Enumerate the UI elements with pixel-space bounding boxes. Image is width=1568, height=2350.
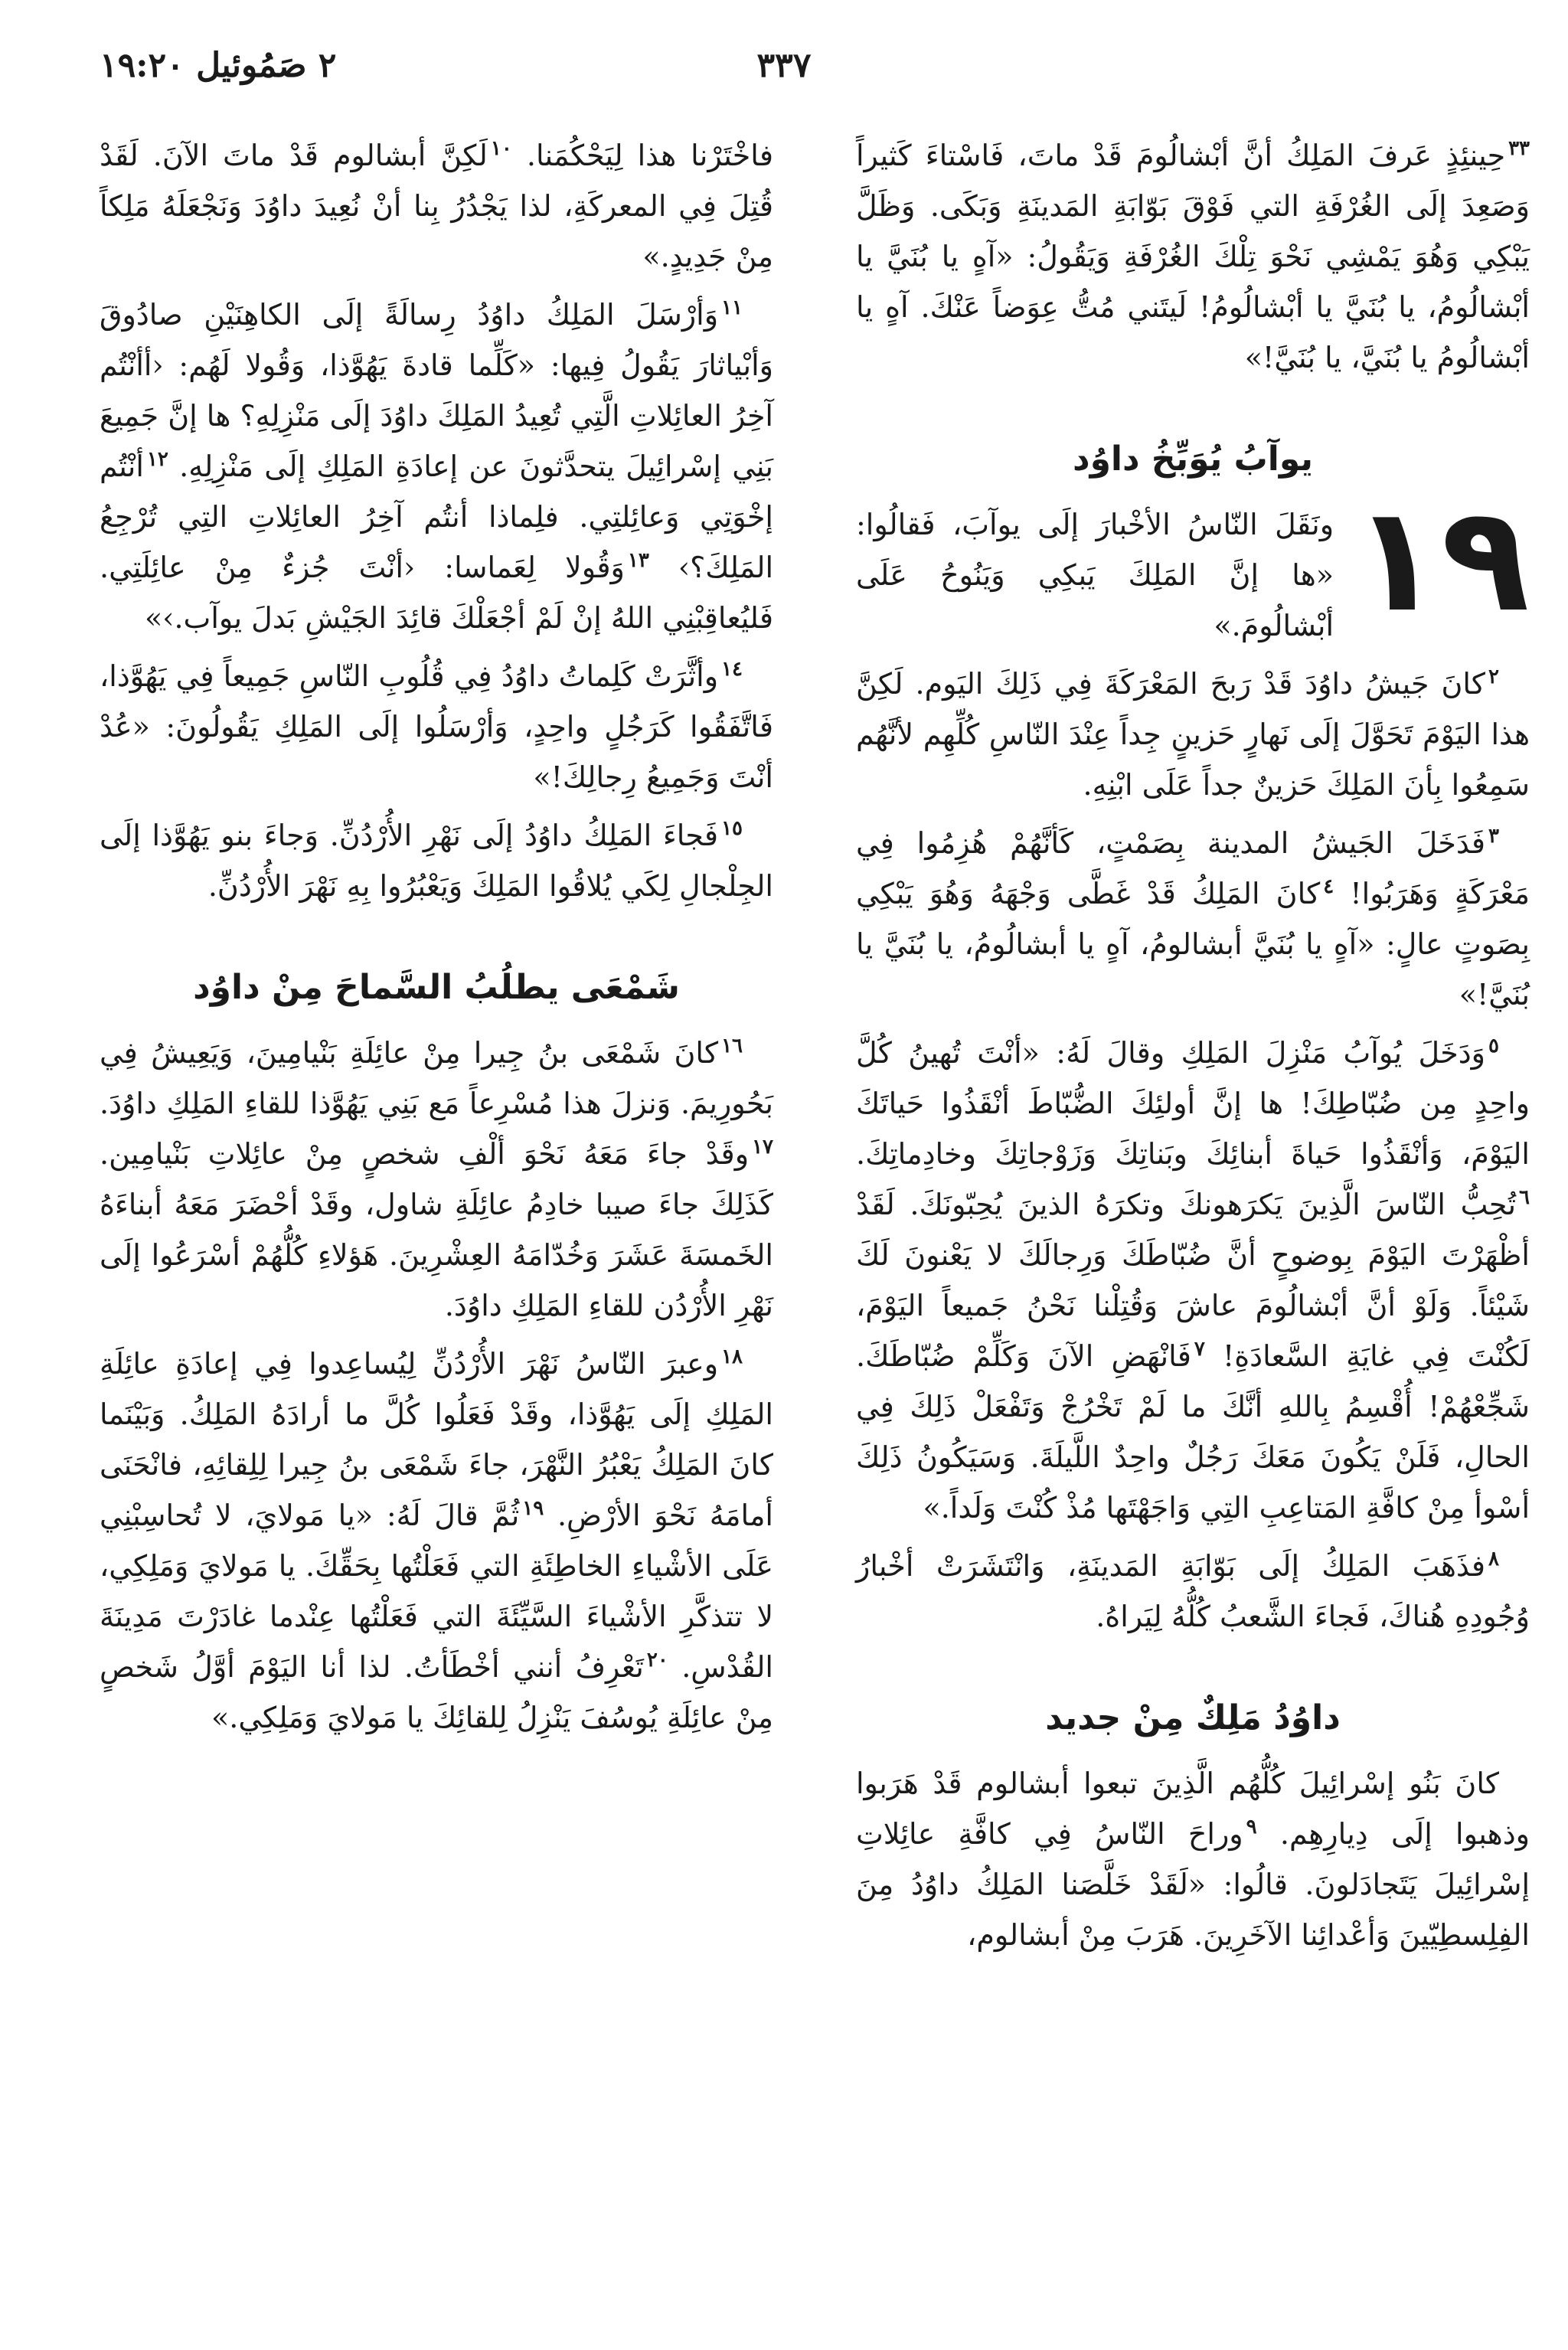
verse-text: فاخْتَرْنا هذا لِيَحْكُمَنا. <box>526 139 773 172</box>
verse-number: ١٩ <box>522 1497 544 1521</box>
verse-text: فذَهَبَ المَلِكُ إلَى بَوّابَةِ المَدينَةِ، وَانْتَشَرَتْ أخْبارُ وُجُودِهِ هُناكَ، فَجاءَ الشَّعبُ كُلُّهُ لِيَراهُ. <box>856 1549 1530 1633</box>
verse-text: حِينئِذٍ عَرفَ المَلِكُ أنَّ أبْشالُومَ قَدْ ماتَ، فَاسْتاءَ كَثيراً وَصَعِدَ إلَى الغُرْفَةِ التي فَوْقَ بَوّابَةِ المَدينَةِ وَبَكَى. وَظَلَّ يَبْكِي وَهُوَ يَمْشِي نَحْوَ تِلْكَ الغُرْفَةِ وَيَقُولُ: «آهٍ يا بُنَيَّ يا أبْشالُومُ، يا بُنَيَّ يا أبْشالُومُ! لَيتَني مُتُّ عِوَضاً عَنْكَ. آهٍ يا أبْشالُومُ يا بُنَيَّ، يا بُنَيَّ!» <box>856 139 1530 374</box>
paragraph <box>856 1541 1530 1642</box>
paragraph <box>100 289 773 643</box>
verse-number: ٣ <box>1488 825 1499 848</box>
verse-number: ١٥ <box>721 817 743 841</box>
verse-number: ١٧ <box>752 1136 773 1159</box>
verse-number: ٥ <box>1488 1034 1499 1058</box>
verse-text: فَانْهَضِ الآنَ وَكَلِّمْ ضُبّاطَكَ. شَجِّعْهُمْ! أُقْسِمُ بِاللهِ أنَّكَ ما لَمْ تَخْرُجْ وَتَفْعَلْ ذَلِكَ فِي الحالِ، فَلَنْ يَكُونَ مَعَكَ رَجُلٌ واحِدٌ اللَّيلَةَ. وَسَيَكُونُ ذَلِكَ أسْوأ مِنْ كافَّةِ المَتاعِبِ التِي وَاجَهْتَها مُذْ كُنْتَ وَلَداً.» <box>856 1339 1530 1525</box>
verse-number: ١٨ <box>721 1345 743 1369</box>
verse-text: أنْتُم إخْوَتِي وَعائِلتِي. فلِماذا أنتُم آخِرُ العائِلاتِ التِي تُرْجِعُ المَلِكَ؟› <box>100 449 773 584</box>
section-heading: شَمْعَى يطلُبُ السَّماحَ مِنْ داوُد <box>193 968 680 1007</box>
verse-text: لَكِنَّ أبشالوم قَدْ ماتَ الآنَ. لَقَدْ قُتِلَ فِي المعركَةِ، لذا يَجْدُرُ بِنا أنْ نُعِيدَ داوُدَ وَنَجْعَلَهُ مَلِكاً مِنْ جَدِيدٍ.» <box>100 139 773 273</box>
paragraph <box>856 1028 1530 1533</box>
verse-text: وَأرْسَلَ المَلِكُ داوُدُ رِسالَةً إلَى الكاهِنَيْنِ صادُوقَ وَأبْياثارَ يَقُولُ فِيها: «كَلِّما قادةَ يَهُوَّذا، وَقُولا لَهُم: ‹أأنْتُم آخِرُ العائِلاتِ الَّتِي تُعِيدُ المَلِكَ داوُدَ إلَى مَنْزِلِهِ؟ ها إنَّ جَمِيعَ بَنِي إسْرائِيلَ يتحدَّثونَ عن إعادَةِ المَلِكِ إلَى مَنْزِلِهِ. <box>100 298 773 483</box>
verse-text: تُحِبُّ النّاسَ الَّذِينَ يَكرَهونكَ وتكرَهُ الذينَ يُحِبّونَكَ. لَقَدْ أظْهَرْتَ اليَوْمَ بِوضوحٍ أنَّ ضُبّاطَكَ وَرِجالَكَ لا يَعْنونَ لَكَ شَيْئاً. وَلَوْ أنَّ أبْشالُومَ عاشَ وَقُتِلْنا نَحْنُ جَميعاً اليَوْمَ، لَكُنْتَ فِي غايَةِ السَّعادَةِ! <box>856 1188 1530 1373</box>
verse-number: ٩ <box>1246 1816 1257 1839</box>
verse-number: ٢٠ <box>646 1649 668 1672</box>
verse-text: ونَقَلَ النّاسُ الأخْبارَ إلَى يوآبَ، فَقالُوا: «ها إنَّ المَلِكَ يَبكِي وَيَنُوحُ عَلَى أبْشالُومَ.» <box>856 508 1334 642</box>
paragraph <box>100 810 773 911</box>
verse-text: وَدَخَلَ يُوآبُ مَنْزِلَ المَلِكِ وقالَ لَهُ: «أنْتَ تُهينُ كُلَّ واحِدٍ مِن ضُبّاطِكَ! ها إنَّ أولئِكَ الضُّبّاطَ أنْقَذُوا حَياتَكَ اليَوْمَ، وَأنْقَذُوا حَياةَ أبنائِكَ وبَناتِكَ وَزَوْجاتِكَ وخادِماتِكَ. <box>856 1036 1530 1171</box>
verse-text: وعبرَ النّاسُ نَهْرَ الأُرْدُنِّ لِيُساعِدوا فِي إعادَةِ عائِلَةِ المَلِكِ إلَى يَهُوَّذا، وقَدْ فَعَلُوا كُلَّ ما أرادَهُ المَلِكُ. وَبَيْنَما كانَ المَلِكُ يَعْبُرُ النَّهْرَ، جاءَ شَمْعَى بنُ جِيرا لِلِقائِهِ، فانْحَنَى أمامَهُ نَحْوَ الأرْضِ. <box>100 1347 773 1532</box>
verse-number: ١٠ <box>490 137 512 161</box>
chapter-start <box>856 475 1530 651</box>
verse-number: ٨ <box>1488 1548 1499 1571</box>
left-column <box>100 130 773 1750</box>
paragraph <box>100 1028 773 1331</box>
section-heading: يوآبُ يُوَبِّخُ داوُد <box>1073 440 1313 479</box>
paragraph <box>856 130 1530 383</box>
paragraph <box>856 818 1530 1020</box>
running-title: ٢ صَمُوئيل ١٩:٢٠ <box>100 46 337 85</box>
verse-number: ٦ <box>1519 1186 1530 1210</box>
verse-text: وأثَّرَتْ كَلِماتُ داوُدُ فِي قُلُوبِ النّاسِ جَمِيعاً فِي يَهُوَّذا، فَاتَّفَقُوا كَرَجُلٍ واحِدٍ، وَأرْسَلُوا إلَى المَلِكِ يَقُولُونَ: «عُدْ أنْتَ وَجَمِيعُ رِجالِكَ!» <box>100 659 773 794</box>
section-heading: داوُدُ مَلِكٌ مِنْ جديد <box>1045 1698 1341 1737</box>
verse-text: تَعْرِفُ أنني أخْطَأتُ. لذا أنا اليَوْمَ أوَّلُ شَخصٍ مِنْ عائِلَةِ يُوسُفَ يَنْزِلُ لِلقائِكَ يا مَولايَ وَمَلِكِي.» <box>100 1650 773 1734</box>
verse-text: وَقُولا لِعَماسا: ‹أنْتَ جُزءٌ مِنْ عائِلَتِي. فَليُعاقِبْنِي اللهُ إنْ لَمْ أجْعَلْكَ قائِدَ الجَيْشِ بَدلَ يوآب.›» <box>100 551 773 635</box>
verse-text: فَدَخَلَ الجَيشُ المدينة بِصَمْتٍ، كَأنَّهُمْ هُزِمُوا فِي مَعْرَكَةٍ وَهَرَبُوا! <box>856 826 1530 910</box>
verse-text: كانَ المَلِكُ قَدْ غَطَّى وَجْهَهُ وَهُوَ يَبْكِي بِصَوتٍ عالٍ: «آهٍ يا بُنَيَّ أبشالومُ، آهٍ يا أبشالُومُ، يا بُنَيَّ يا بُنَيَّ!» <box>856 877 1530 1012</box>
paragraph <box>856 659 1530 810</box>
verse-text: وراحَ النّاسُ فِي كافَّةِ عائِلاتِ إسْرائِيلَ يَتَجادَلونَ. قالُوا: «لَقَدْ خَلَّصَنا المَلِكُ داوُدُ مِنَ الفِلِسطِيّينَ وَأعْدائِنا الآخَرِينَ. هَرَبَ مِنْ أبشالوم، <box>856 1817 1530 1952</box>
verse-number: ٤ <box>1323 875 1334 899</box>
paragraph <box>100 130 773 282</box>
verse-number: ١٤ <box>721 658 743 681</box>
chapter-number: ١٩ <box>1352 475 1530 644</box>
verse-text: كانَ جَيشُ داوُدَ قَدْ رَبحَ المَعْرَكَةَ فِي ذَلِكَ اليَوم. لَكِنَّ هذا اليَوْمَ تَحَوَّلَ إلَى نَهارٍ حَزينٍ جِداً عِنْدَ النّاسِ كُلِّهِم لأنَّهُم سَمِعُوا بِأنَ المَلِكَ حَزينٌ جداً عَلَى ابْنِهِ. <box>856 667 1530 802</box>
page-header <box>100 46 1468 100</box>
verse-number: ١٦ <box>721 1034 743 1058</box>
verse-number: ٧ <box>1194 1338 1205 1361</box>
verse-number: ١١ <box>721 296 743 320</box>
paragraph <box>856 1758 1530 1960</box>
verse-text: فَجاءَ المَلِكُ داوُدُ إلَى نَهْرِ الأُرْدُنِّ. وَجاءَ بنو يَهُوَّذا إلَى الجِلْجالِ لِكَي يُلاقُوا المَلِكَ وَيَعْبُرُوا بِهِ نَهْرَ الأُرْدُنِّ. <box>100 819 773 903</box>
paragraph <box>100 1338 773 1743</box>
verse-text: ثُمَّ قالَ لَهُ: «يا مَولايَ، لا تُحاسِبْنِي عَلَى الأشْياءِ الخاطِئَةِ التي فَعَلْتُها بِحَقِّكَ. يا مَولايَ وَمَلِكِي، لا تتذكَّرِ الأشْياءَ السَّيِّئَةَ التي فَعَلْتُها عِنْدما غادَرْتَ مَدِينَةَ القُدْسِ. <box>100 1499 773 1684</box>
paragraph <box>100 651 773 802</box>
verse-number: ١٢ <box>146 448 168 472</box>
right-column <box>856 130 1530 1968</box>
verse-text: كانَ شَمْعَى بنُ جِيرا مِنْ عائِلَةِ بَنْيامِينَ، وَيَعِيشُ فِي بَحُورِيمَ. وَنزلَ هذا مُسْرِعاً مَع بَنِي يَهُوَّذا للقاءِ المَلِكِ داوُدَ. <box>100 1036 773 1120</box>
verse-number: ٣٣ <box>1508 137 1530 161</box>
page-number: ٣٣٧ <box>756 46 812 85</box>
verse-number: ١٣ <box>627 549 649 573</box>
verse-text: كانَ بَنُو إسْرائِيلَ كُلُّهُم الَّذِينَ تبعوا أبشالوم قَدْ هَرَبوا وذهبوا إلَى دِيارِهِم. <box>856 1767 1530 1851</box>
verse-text: وقَدْ جاءَ مَعَهُ نَحْوَ ألْفِ شخصٍ مِنْ عائِلاتِ بَنْيامِين. كَذَلِكَ جاءَ صيبا خادِمُ عائِلَةِ شاول، وقَدْ أحْضَرَ مَعَهُ أبناءَهُ الخَمسَةَ عَشَرَ وَخُدّامَهُ العِشْرِينَ. هَؤلاءِ كُلُّهُمْ أسْرَعُوا إلَى نَهْرِ الأُرْدُن للقاءِ المَلِكِ داوُدَ. <box>100 1137 773 1322</box>
verse-number: ٢ <box>1488 665 1499 689</box>
